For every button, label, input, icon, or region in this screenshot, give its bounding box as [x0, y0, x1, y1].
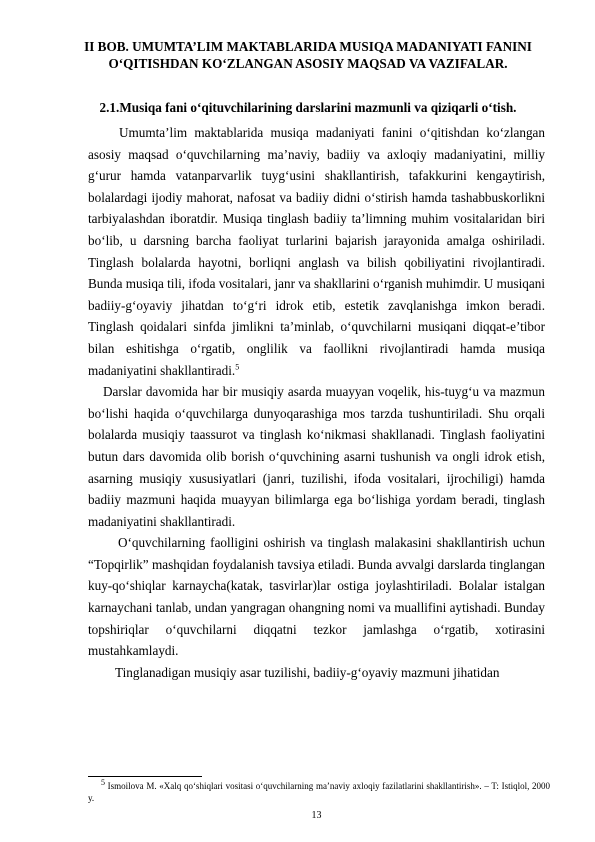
footnote-reference: 5	[235, 362, 240, 372]
body-text	[88, 122, 545, 683]
footnote-number: 5	[101, 778, 105, 787]
paragraph-3: O‘quvchilarning faolligini oshirish va tinglash malakasini shakllantirish uchun “Topqirlik” mashqidan foydalanish tavsiya etiladi. Bunda avvalgi darslarda tinglangan kuy-qo‘shiqlar karnaycha(katak, tasvirlar)lar ostiga joylashtiriladi. Bolalar istalgan karnaychani tanlab, undan yangragan ohangning nomi va muallifini aytishadi. Bunday topshiriqlar o‘quvchilarni diqqatni tezkor jamlashga o‘rgatib, xotirasini mustahkamlaydi.	[88, 535, 545, 659]
paragraph-4: Tinglanadigan musiqiy asar tuzilishi, badiiy-g‘oyaviy mazmuni jihatidan	[115, 664, 500, 680]
chapter-title: II BOB. UMUMTA’LIM MAKTABLARIDA MUSIQA MADANIYATI FANINI O‘QITISHDAN KO‘ZLANGAN ASOSIY MAQSAD VA VAZIFALAR.	[84, 39, 532, 71]
page-number: 13	[311, 810, 322, 821]
paragraph-2: Darslar davomida har bir musiqiy asarda muayyan voqelik, his-tuyg‘u va mazmun bo‘lishi haqida o‘quvchilarga dunyoqarashiga mos tarzda tushuntiriladi. Shu orqali bolalarda musiqiy taassurot va tinglash ko‘nikmasi shakllanadi. Tinglash faoliyatini butun dars davomida olib borish o‘quvchining asarni tushunish va ongli idrok etish, asarning musiqiy xususiyatlari (janri, tuzilishi, ifoda vositalari, ijrochiligi) hamda badiiy mazmuni haqida muayyan bilimlarga ega bo‘lishiga yordam beradi, tinglash madaniyatini shakllantiradi.	[88, 384, 545, 529]
paragraph-1-text: Umumta’lim maktablarida musiqa madaniyati fanini o‘qitishdan ko‘zlangan asosiy maqsad o‘quvchilarning ma’naviy, badiiy va axloqiy madaniyatini, milliy g‘urur hamda vatanparvarlik tuyg‘usini shakllantirish, tafakkurini kengaytirish, bolalardagi ijodiy mahorat, nafosat va badiiy didni o‘stirish hamda tashabbuskorlikni tarbiyalashdan iboratdir. Musiqa tinglash badiiy ta’limning muhim vositalaridan biri bo‘lib, u darsning barcha faoliyat turlarini bajarish jarayonida amalga oshiriladi. Tinglash bolalarda hayotni, borliqni anglash va bilish qobiliyatini rivojlantiradi. Bunda musiqa tili, ifoda vositalari, janr va shakllarini o‘rganish muhimdir. U musiqani badiiy-g‘oyaviy jihatdan to‘g‘ri idrok etib, estetik zavqlanishga imkon beradi. Tinglash qoidalari sinfda jimlikni ta’minlab, o‘quvchilarni musiqani diqqat-e’tibor bilan eshitishga o‘rgatib, onglilik va faollikni rivojlantiradi hamda musiqa madaniyatini shakllantiradi.	[88, 125, 545, 378]
footnote-separator	[88, 776, 202, 777]
paragraph-1	[88, 122, 545, 381]
footnote-text: Ismoilova M. «Xalq qo‘shiqlari vositasi o‘quvchilarning ma’naviy axloqiy fazilatlarini shakllantirish». – T: Istiqlol, 2000 y.	[88, 781, 550, 803]
footnote	[88, 780, 550, 804]
section-title: 2.1.Musiqa fani o‘qituvchilarining darslarini mazmunli va qiziqarli o‘tish.	[99, 100, 517, 115]
